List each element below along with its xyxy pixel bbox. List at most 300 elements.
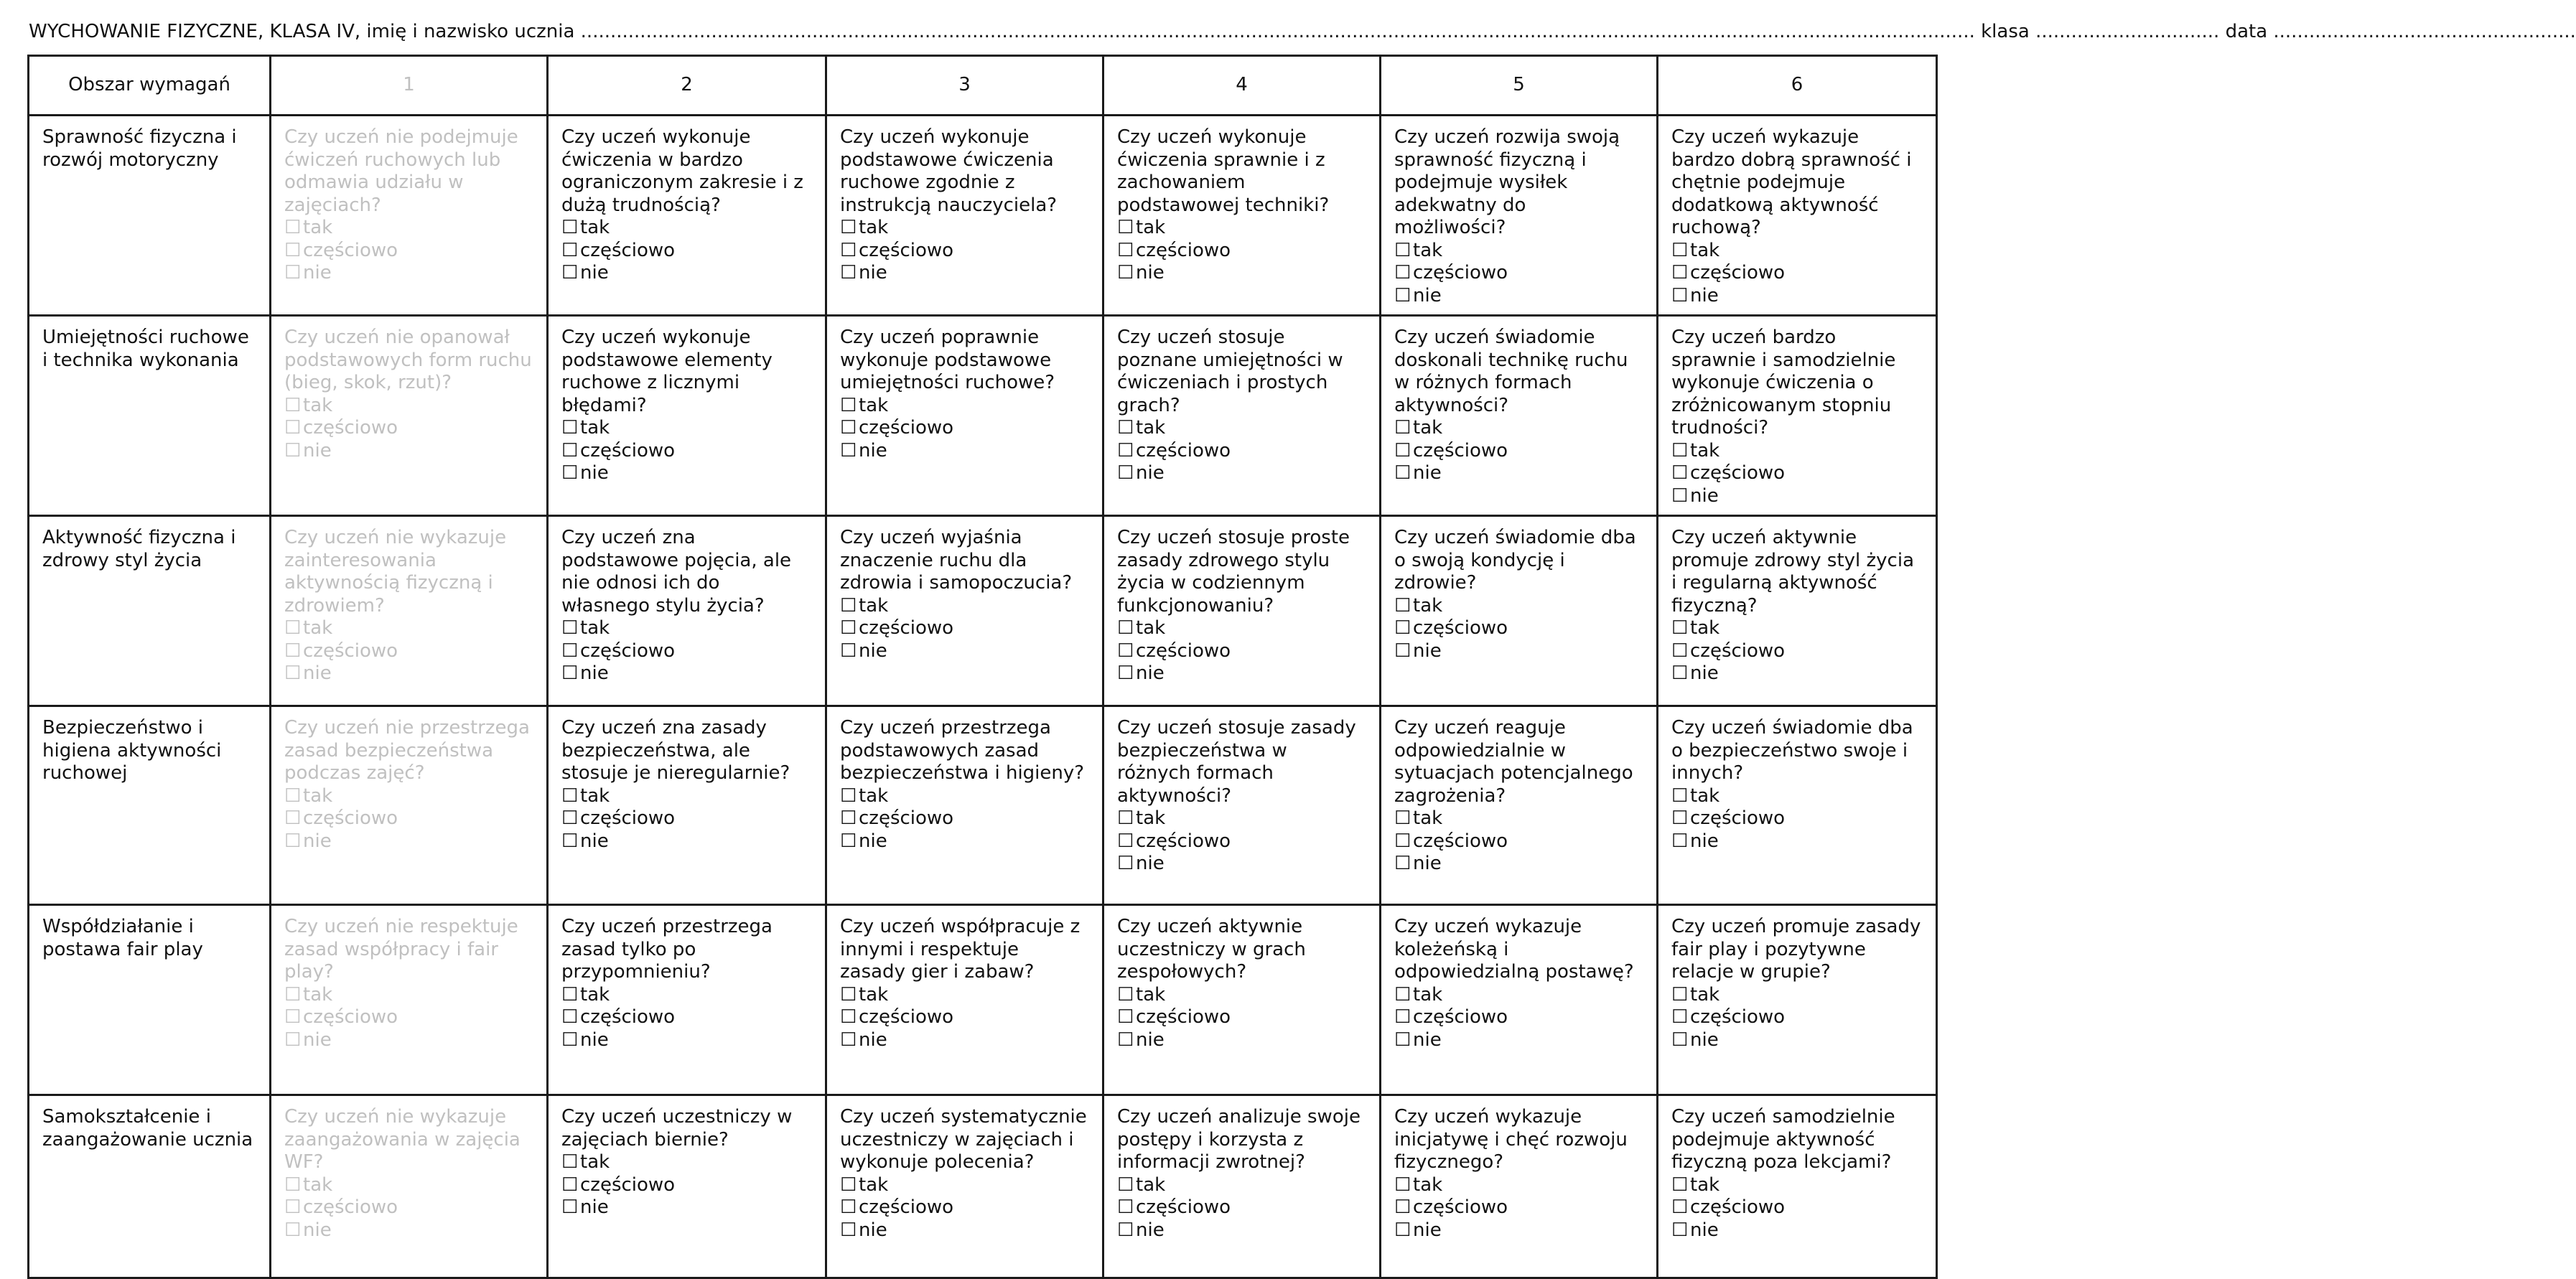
- checkbox-icon[interactable]: ☐: [561, 1173, 579, 1196]
- checkbox-icon[interactable]: ☐: [561, 462, 579, 484]
- checkbox-icon[interactable]: ☐: [284, 1219, 302, 1241]
- checkbox-czesciowo[interactable]: [284, 1006, 533, 1029]
- criteria-question: Czy uczeń promuje zasady fair play i pozytywne relacje w grupie?: [1671, 916, 1921, 983]
- header-date-field: data ...................................................: [2225, 21, 2576, 42]
- option-label: nie: [1136, 462, 1165, 484]
- checkbox-icon[interactable]: ☐: [1394, 284, 1411, 306]
- checkbox-tak[interactable]: [1671, 785, 1923, 808]
- criteria-cell-level-2: [548, 316, 826, 516]
- checkbox-czesciowo[interactable]: [1671, 1006, 1923, 1029]
- option-label: częściowo: [1136, 439, 1231, 462]
- option-label: tak: [580, 617, 610, 639]
- option-label: częściowo: [303, 239, 398, 261]
- checkbox-icon[interactable]: ☐: [840, 439, 857, 462]
- checkbox-nie[interactable]: [284, 662, 533, 685]
- checkbox-czesciowo[interactable]: [1671, 640, 1923, 663]
- checkbox-icon[interactable]: ☐: [1117, 239, 1134, 261]
- criteria-question: Czy uczeń bardzo sprawnie i samodzielnie wykonuje ćwiczenia o zróżnicowanym stopniu trudności?: [1671, 327, 1896, 439]
- checkbox-nie[interactable]: [284, 1219, 533, 1242]
- checkbox-icon[interactable]: ☐: [1671, 640, 1689, 662]
- checkbox-czesciowo[interactable]: [840, 617, 1089, 640]
- checkbox-icon[interactable]: ☐: [840, 617, 857, 639]
- checkbox-icon[interactable]: ☐: [840, 1006, 857, 1028]
- checkbox-icon[interactable]: ☐: [561, 239, 579, 261]
- checkbox-icon[interactable]: ☐: [840, 1029, 857, 1051]
- criteria-cell-level-1: [271, 706, 548, 905]
- checkbox-tak[interactable]: [561, 217, 812, 240]
- checkbox-icon[interactable]: ☐: [840, 217, 857, 238]
- checkbox-icon[interactable]: ☐: [1394, 853, 1411, 874]
- checkbox-icon[interactable]: ☐: [284, 640, 302, 662]
- option-label: tak: [303, 784, 333, 807]
- option-label: tak: [1690, 983, 1720, 1006]
- criteria-cell-level-3: [826, 905, 1103, 1095]
- checkbox-icon[interactable]: ☐: [284, 830, 302, 852]
- option-label: częściowo: [580, 807, 676, 829]
- checkbox-icon[interactable]: ☐: [840, 417, 857, 439]
- checkbox-icon[interactable]: ☐: [1671, 1029, 1689, 1051]
- checkbox-tak[interactable]: [1117, 984, 1366, 1007]
- option-label: nie: [859, 1219, 887, 1241]
- checkbox-tak[interactable]: [840, 217, 1089, 240]
- checkbox-nie[interactable]: [561, 1029, 812, 1052]
- checkbox-icon[interactable]: ☐: [284, 1196, 302, 1218]
- checkbox-tak[interactable]: [1394, 1174, 1643, 1197]
- checkbox-nie[interactable]: [1117, 662, 1366, 685]
- option-label: tak: [303, 394, 333, 416]
- option-label: nie: [1413, 1029, 1442, 1051]
- checkbox-nie[interactable]: [1394, 1029, 1643, 1052]
- checkbox-nie[interactable]: [284, 440, 533, 463]
- checkbox-nie[interactable]: [1394, 640, 1643, 663]
- option-label: częściowo: [1690, 807, 1786, 829]
- checkbox-tak[interactable]: [1671, 984, 1923, 1007]
- checkbox-icon[interactable]: ☐: [840, 640, 857, 662]
- column-header-2: 2: [548, 56, 826, 116]
- criteria-cell-level-6: [1658, 706, 1937, 905]
- checkbox-icon[interactable]: ☐: [1671, 1173, 1689, 1196]
- option-label: tak: [1413, 417, 1443, 439]
- checkbox-icon[interactable]: ☐: [840, 594, 857, 617]
- checkbox-icon[interactable]: ☐: [1117, 983, 1134, 1006]
- checkbox-icon[interactable]: ☐: [1671, 983, 1689, 1006]
- checkbox-icon[interactable]: ☐: [1671, 439, 1689, 462]
- checkbox-icon[interactable]: ☐: [284, 807, 302, 829]
- checkbox-icon[interactable]: ☐: [1394, 617, 1411, 639]
- checkbox-icon[interactable]: ☐: [561, 640, 579, 662]
- option-label: częściowo: [1136, 1196, 1231, 1218]
- area-label: Współdziałanie i postawa fair play: [29, 905, 271, 1095]
- checkbox-czesciowo[interactable]: [1117, 830, 1366, 853]
- assessment-table: [27, 55, 1938, 1279]
- checkbox-icon[interactable]: ☐: [284, 262, 302, 284]
- checkbox-czesciowo[interactable]: [561, 1174, 812, 1197]
- checkbox-icon[interactable]: ☐: [1394, 1029, 1411, 1051]
- criteria-question: Czy uczeń stosuje proste zasady zdrowego stylu życia w codziennym funkcjonowaniu?: [1117, 527, 1350, 617]
- checkbox-icon[interactable]: ☐: [561, 784, 579, 807]
- checkbox-icon[interactable]: ☐: [284, 217, 302, 238]
- checkbox-tak[interactable]: [840, 395, 1089, 418]
- checkbox-tak[interactable]: [284, 617, 533, 640]
- checkbox-icon[interactable]: ☐: [284, 394, 302, 416]
- checkbox-czesciowo[interactable]: [1394, 440, 1643, 463]
- option-label: tak: [1690, 1173, 1720, 1196]
- checkbox-nie[interactable]: [1394, 853, 1643, 876]
- option-label: częściowo: [859, 239, 954, 261]
- checkbox-icon[interactable]: ☐: [1117, 262, 1134, 284]
- criteria-question: Czy uczeń nie podejmuje ćwiczeń ruchowych lub odmawia udziału w zajęciach?: [284, 126, 518, 216]
- option-label: nie: [859, 262, 887, 284]
- option-label: częściowo: [1690, 1006, 1786, 1028]
- checkbox-nie[interactable]: [1117, 462, 1366, 485]
- option-label: tak: [859, 594, 889, 617]
- criteria-question: Czy uczeń wykonuje ćwiczenia sprawnie i z zachowaniem podstawowej techniki?: [1117, 126, 1330, 216]
- checkbox-icon[interactable]: ☐: [284, 784, 302, 807]
- checkbox-icon[interactable]: ☐: [1117, 439, 1134, 462]
- checkbox-icon[interactable]: ☐: [1394, 462, 1411, 484]
- checkbox-tak[interactable]: [1671, 1174, 1923, 1197]
- checkbox-nie[interactable]: [840, 830, 1089, 853]
- checkbox-nie[interactable]: [1671, 1219, 1923, 1242]
- checkbox-tak[interactable]: [1394, 984, 1643, 1007]
- criteria-cell-level-2: [548, 516, 826, 706]
- column-header-area: Obszar wymagań: [29, 56, 271, 116]
- checkbox-icon[interactable]: ☐: [840, 1173, 857, 1196]
- checkbox-nie[interactable]: [1671, 662, 1923, 685]
- checkbox-czesciowo[interactable]: [1671, 807, 1923, 830]
- checkbox-icon[interactable]: ☐: [284, 983, 302, 1006]
- checkbox-icon[interactable]: ☐: [1117, 1029, 1134, 1051]
- checkbox-icon[interactable]: ☐: [1117, 617, 1134, 639]
- checkbox-icon[interactable]: ☐: [1117, 830, 1134, 852]
- checkbox-icon[interactable]: ☐: [1117, 853, 1134, 874]
- checkbox-nie[interactable]: [1117, 262, 1366, 285]
- checkbox-icon[interactable]: ☐: [1117, 640, 1134, 662]
- checkbox-icon[interactable]: ☐: [1394, 262, 1411, 284]
- checkbox-icon[interactable]: ☐: [561, 983, 579, 1006]
- checkbox-icon[interactable]: ☐: [284, 1029, 302, 1051]
- checkbox-icon[interactable]: ☐: [1394, 594, 1411, 617]
- area-label: Samokształcenie i zaangażowanie ucznia: [29, 1095, 271, 1278]
- checkbox-tak[interactable]: [1394, 807, 1643, 830]
- checkbox-tak[interactable]: [1394, 595, 1643, 618]
- checkbox-tak[interactable]: [284, 984, 533, 1007]
- option-label: tak: [1413, 594, 1443, 617]
- checkbox-icon[interactable]: ☐: [561, 662, 579, 684]
- checkbox-czesciowo[interactable]: [1117, 1196, 1366, 1219]
- criteria-question: Czy uczeń aktywnie promuje zdrowy styl życia i regularną aktywność fizyczną?: [1671, 527, 1915, 617]
- checkbox-nie[interactable]: [1394, 1219, 1643, 1242]
- checkbox-nie[interactable]: [840, 1219, 1089, 1242]
- checkbox-icon[interactable]: ☐: [1117, 217, 1134, 238]
- checkbox-czesciowo[interactable]: [840, 1006, 1089, 1029]
- checkbox-czesciowo[interactable]: [1394, 1196, 1643, 1219]
- checkbox-czesciowo[interactable]: [840, 240, 1089, 263]
- option-label: tak: [1690, 439, 1720, 462]
- area-label: Umiejętności ruchowe i technika wykonania: [29, 316, 271, 516]
- checkbox-icon[interactable]: ☐: [1671, 284, 1689, 306]
- checkbox-icon[interactable]: ☐: [561, 807, 579, 829]
- checkbox-icon[interactable]: ☐: [840, 830, 857, 852]
- checkbox-czesciowo[interactable]: [840, 417, 1089, 440]
- checkbox-icon[interactable]: ☐: [1671, 262, 1689, 284]
- criteria-cell-level-2: [548, 1095, 826, 1278]
- checkbox-icon[interactable]: ☐: [1394, 417, 1411, 439]
- checkbox-nie[interactable]: [1394, 462, 1643, 485]
- column-header-5: 5: [1381, 56, 1658, 116]
- criteria-question: Czy uczeń świadomie dba o bezpieczeństwo swoje i innych?: [1671, 717, 1913, 784]
- option-label: tak: [580, 983, 610, 1006]
- checkbox-icon[interactable]: ☐: [1671, 1196, 1689, 1218]
- checkbox-nie[interactable]: [284, 262, 533, 285]
- worksheet-header: [29, 19, 2576, 44]
- checkbox-tak[interactable]: [840, 785, 1089, 808]
- checkbox-icon[interactable]: ☐: [561, 1151, 579, 1173]
- checkbox-icon[interactable]: ☐: [284, 1173, 302, 1196]
- option-label: częściowo: [580, 1006, 676, 1028]
- checkbox-tak[interactable]: [1394, 417, 1643, 440]
- checkbox-czesciowo[interactable]: [1671, 462, 1923, 485]
- checkbox-icon[interactable]: ☐: [284, 439, 302, 462]
- checkbox-czesciowo[interactable]: [840, 807, 1089, 830]
- checkbox-nie[interactable]: [1394, 285, 1643, 308]
- option-label: tak: [859, 1173, 889, 1196]
- checkbox-icon[interactable]: ☐: [1394, 1219, 1411, 1241]
- checkbox-icon[interactable]: ☐: [1671, 1219, 1689, 1241]
- checkbox-czesciowo[interactable]: [1394, 1006, 1643, 1029]
- checkbox-czesciowo[interactable]: [1394, 262, 1643, 285]
- option-label: nie: [1690, 484, 1719, 507]
- checkbox-tak[interactable]: [561, 1151, 812, 1174]
- criteria-cell-level-5: [1381, 116, 1658, 316]
- checkbox-czesciowo[interactable]: [1117, 440, 1366, 463]
- checkbox-icon[interactable]: ☐: [1394, 830, 1411, 852]
- checkbox-tak[interactable]: [284, 785, 533, 808]
- criteria-question: Czy uczeń uczestniczy w zajęciach biernie?: [561, 1106, 793, 1151]
- checkbox-czesciowo[interactable]: [1671, 1196, 1923, 1219]
- checkbox-tak[interactable]: [1671, 617, 1923, 640]
- checkbox-icon[interactable]: ☐: [1671, 662, 1689, 684]
- checkbox-icon[interactable]: ☐: [561, 1196, 579, 1218]
- checkbox-icon[interactable]: ☐: [1394, 1196, 1411, 1218]
- checkbox-nie[interactable]: [561, 1196, 812, 1219]
- checkbox-nie[interactable]: [1117, 1029, 1366, 1052]
- checkbox-icon[interactable]: ☐: [561, 617, 579, 639]
- option-label: nie: [1690, 1029, 1719, 1051]
- option-label: tak: [1136, 1173, 1166, 1196]
- checkbox-icon[interactable]: ☐: [1117, 807, 1134, 829]
- checkbox-icon[interactable]: ☐: [1671, 1006, 1689, 1028]
- checkbox-icon[interactable]: ☐: [1394, 1173, 1411, 1196]
- checkbox-nie[interactable]: [840, 262, 1089, 285]
- checkbox-icon[interactable]: ☐: [561, 262, 579, 284]
- option-label: nie: [303, 1029, 332, 1051]
- criteria-cell-level-2: [548, 905, 826, 1095]
- option-label: tak: [859, 217, 889, 238]
- checkbox-icon[interactable]: ☐: [561, 1029, 579, 1051]
- option-label: nie: [303, 662, 332, 684]
- checkbox-icon[interactable]: ☐: [1671, 239, 1689, 261]
- checkbox-icon[interactable]: ☐: [1394, 439, 1411, 462]
- checkbox-czesciowo[interactable]: [1117, 1006, 1366, 1029]
- criteria-question: Czy uczeń nie respektuje zasad współpracy i fair play?: [284, 916, 518, 983]
- checkbox-icon[interactable]: ☐: [1671, 830, 1689, 852]
- checkbox-tak[interactable]: [284, 395, 533, 418]
- checkbox-tak[interactable]: [561, 617, 812, 640]
- checkbox-tak[interactable]: [561, 785, 812, 808]
- checkbox-nie[interactable]: [284, 830, 533, 853]
- checkbox-czesciowo[interactable]: [284, 807, 533, 830]
- checkbox-tak[interactable]: [1671, 440, 1923, 463]
- option-label: tak: [1413, 983, 1443, 1006]
- checkbox-icon[interactable]: ☐: [1394, 1006, 1411, 1028]
- option-label: tak: [580, 417, 610, 439]
- option-label: nie: [1136, 1219, 1165, 1241]
- checkbox-czesciowo[interactable]: [561, 240, 812, 263]
- checkbox-nie[interactable]: [561, 462, 812, 485]
- option-label: nie: [580, 830, 609, 852]
- checkbox-icon[interactable]: ☐: [1117, 1219, 1134, 1241]
- checkbox-icon[interactable]: ☐: [840, 784, 857, 807]
- checkbox-czesciowo[interactable]: [1394, 830, 1643, 853]
- checkbox-icon[interactable]: ☐: [1671, 462, 1689, 484]
- checkbox-tak[interactable]: [1117, 807, 1366, 830]
- checkbox-czesciowo[interactable]: [284, 240, 533, 263]
- criteria-cell-level-5: [1381, 1095, 1658, 1278]
- checkbox-icon[interactable]: ☐: [840, 394, 857, 416]
- checkbox-icon[interactable]: ☐: [561, 417, 579, 439]
- checkbox-czesciowo[interactable]: [1117, 240, 1366, 263]
- option-label: częściowo: [859, 417, 954, 439]
- checkbox-tak[interactable]: [284, 1174, 533, 1197]
- checkbox-czesciowo[interactable]: [284, 417, 533, 440]
- checkbox-tak[interactable]: [840, 595, 1089, 618]
- checkbox-tak[interactable]: [284, 217, 533, 240]
- checkbox-icon[interactable]: ☐: [1394, 983, 1411, 1006]
- column-header-3: 3: [826, 56, 1103, 116]
- checkbox-icon[interactable]: ☐: [1117, 462, 1134, 484]
- checkbox-tak[interactable]: [840, 1174, 1089, 1197]
- checkbox-tak[interactable]: [1117, 617, 1366, 640]
- checkbox-icon[interactable]: ☐: [840, 1196, 857, 1218]
- checkbox-czesciowo[interactable]: [561, 640, 812, 663]
- checkbox-czesciowo[interactable]: [561, 807, 812, 830]
- option-label: nie: [1413, 640, 1442, 662]
- option-label: częściowo: [1136, 239, 1231, 261]
- checkbox-tak[interactable]: [561, 417, 812, 440]
- checkbox-czesciowo[interactable]: [284, 640, 533, 663]
- checkbox-icon[interactable]: ☐: [1394, 807, 1411, 829]
- criteria-cell-level-6: [1658, 905, 1937, 1095]
- checkbox-icon[interactable]: ☐: [284, 239, 302, 261]
- checkbox-icon[interactable]: ☐: [561, 830, 579, 852]
- checkbox-tak[interactable]: [561, 984, 812, 1007]
- checkbox-icon[interactable]: ☐: [840, 807, 857, 829]
- checkbox-nie[interactable]: [561, 262, 812, 285]
- criteria-question: Czy uczeń przestrzega podstawowych zasad bezpieczeństwa i higieny?: [840, 717, 1085, 784]
- checkbox-icon[interactable]: ☐: [1394, 640, 1411, 662]
- checkbox-nie[interactable]: [284, 1029, 533, 1052]
- checkbox-icon[interactable]: ☐: [840, 1219, 857, 1241]
- column-header-1: 1: [271, 56, 548, 116]
- option-label: częściowo: [1690, 640, 1786, 662]
- option-label: tak: [1690, 239, 1720, 261]
- checkbox-icon[interactable]: ☐: [284, 417, 302, 439]
- checkbox-nie[interactable]: [1117, 1219, 1366, 1242]
- checkbox-icon[interactable]: ☐: [561, 217, 579, 238]
- checkbox-icon[interactable]: ☐: [1394, 239, 1411, 261]
- criteria-question: Czy uczeń analizuje swoje postępy i korzysta z informacji zwrotnej?: [1117, 1106, 1361, 1173]
- checkbox-nie[interactable]: [840, 440, 1089, 463]
- checkbox-icon[interactable]: ☐: [1671, 784, 1689, 807]
- option-label: nie: [580, 462, 609, 484]
- checkbox-icon[interactable]: ☐: [1117, 1196, 1134, 1218]
- checkbox-icon[interactable]: ☐: [1671, 484, 1689, 507]
- checkbox-tak[interactable]: [1117, 1174, 1366, 1197]
- criteria-question: Czy uczeń wykonuje podstawowe elementy ruchowe z licznymi błędami?: [561, 327, 773, 416]
- checkbox-tak[interactable]: [1394, 240, 1643, 263]
- option-label: nie: [1413, 853, 1442, 874]
- checkbox-icon[interactable]: ☐: [840, 983, 857, 1006]
- checkbox-czesciowo[interactable]: [840, 1196, 1089, 1219]
- option-label: tak: [1136, 807, 1166, 829]
- checkbox-nie[interactable]: [1671, 285, 1923, 308]
- checkbox-icon[interactable]: ☐: [1671, 807, 1689, 829]
- checkbox-czesciowo[interactable]: [1117, 640, 1366, 663]
- checkbox-icon[interactable]: ☐: [1671, 617, 1689, 639]
- checkbox-nie[interactable]: [1671, 830, 1923, 853]
- checkbox-icon[interactable]: ☐: [1117, 662, 1134, 684]
- criteria-question: Czy uczeń stosuje poznane umiejętności w ćwiczeniach i prostych grach?: [1117, 327, 1343, 416]
- checkbox-nie[interactable]: [561, 830, 812, 853]
- checkbox-icon[interactable]: ☐: [840, 262, 857, 284]
- criteria-question: Czy uczeń wykazuje inicjatywę i chęć rozwoju fizycznego?: [1394, 1106, 1628, 1173]
- checkbox-tak[interactable]: [1117, 417, 1366, 440]
- checkbox-nie[interactable]: [1671, 485, 1923, 508]
- checkbox-tak[interactable]: [840, 984, 1089, 1007]
- checkbox-nie[interactable]: [1117, 853, 1366, 876]
- checkbox-czesciowo[interactable]: [284, 1196, 533, 1219]
- checkbox-icon[interactable]: ☐: [1117, 1006, 1134, 1028]
- checkbox-tak[interactable]: [1117, 217, 1366, 240]
- checkbox-icon[interactable]: ☐: [561, 439, 579, 462]
- criteria-question: Czy uczeń aktywnie uczestniczy w grach zespołowych?: [1117, 916, 1306, 983]
- checkbox-czesciowo[interactable]: [561, 1006, 812, 1029]
- table-row: [29, 116, 1937, 316]
- checkbox-icon[interactable]: ☐: [1117, 417, 1134, 439]
- checkbox-czesciowo[interactable]: [1394, 617, 1643, 640]
- option-label: nie: [859, 439, 887, 462]
- checkbox-icon[interactable]: ☐: [284, 662, 302, 684]
- criteria-cell-level-3: [826, 316, 1103, 516]
- checkbox-icon[interactable]: ☐: [840, 239, 857, 261]
- checkbox-nie[interactable]: [1671, 1029, 1923, 1052]
- checkbox-nie[interactable]: [840, 640, 1089, 663]
- criteria-question: Czy uczeń wykazuje bardzo dobrą sprawność i chętnie podejmuje dodatkową aktywność ruchową?: [1671, 126, 1912, 238]
- checkbox-icon[interactable]: ☐: [1117, 1173, 1134, 1196]
- checkbox-nie[interactable]: [561, 662, 812, 685]
- option-label: tak: [859, 784, 889, 807]
- checkbox-icon[interactable]: ☐: [561, 1006, 579, 1028]
- checkbox-czesciowo[interactable]: [561, 440, 812, 463]
- checkbox-nie[interactable]: [840, 1029, 1089, 1052]
- checkbox-czesciowo[interactable]: [1671, 262, 1923, 285]
- option-label: częściowo: [303, 1196, 398, 1218]
- option-label: częściowo: [303, 640, 398, 662]
- checkbox-icon[interactable]: ☐: [284, 617, 302, 639]
- checkbox-icon[interactable]: ☐: [284, 1006, 302, 1028]
- checkbox-tak[interactable]: [1671, 240, 1923, 263]
